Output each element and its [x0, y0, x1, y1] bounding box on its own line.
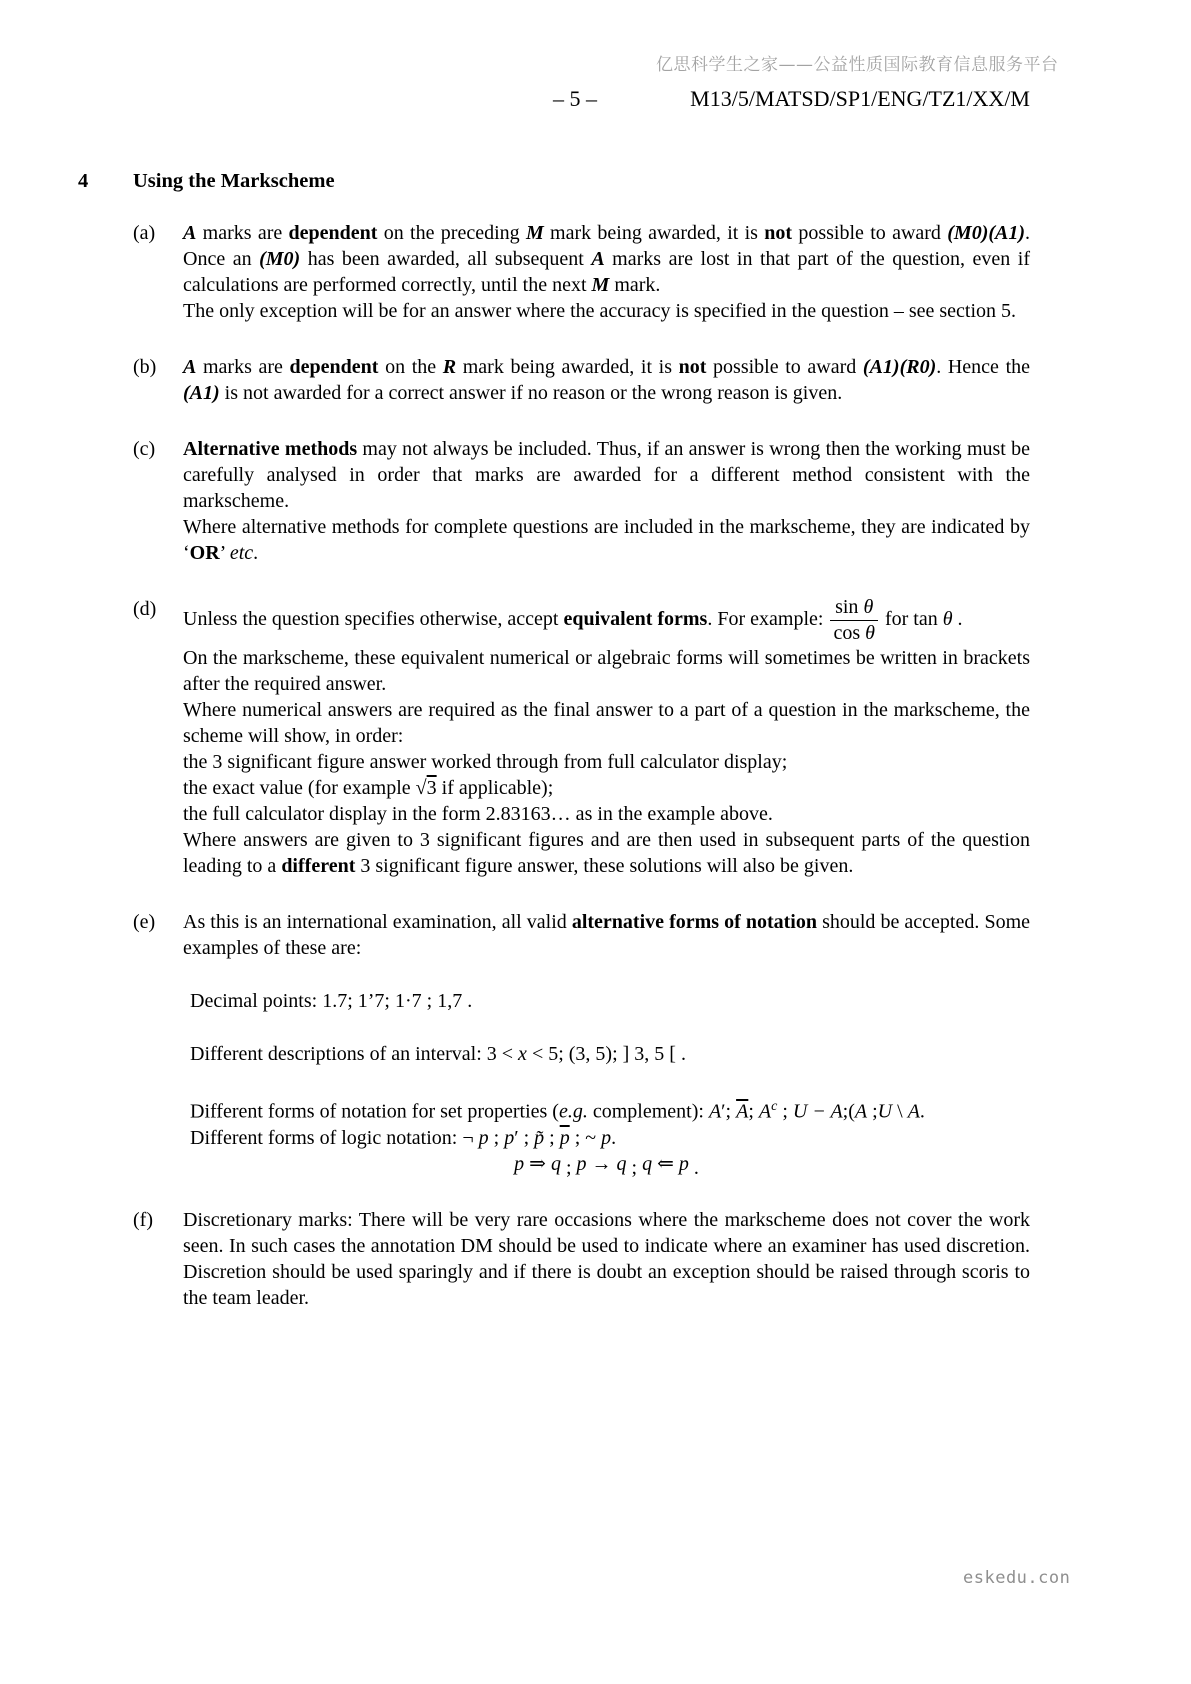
- footer-site-label: eskedu.con: [963, 1568, 1071, 1588]
- item-label: (e): [133, 911, 156, 933]
- paragraph: the exact value (for example √3 if applicable);: [183, 777, 554, 799]
- paragraph: A marks are dependent on the R mark being awarded, it is not possible to award (A1)(R0). Hence the (A1) is not awarded for a correct answer if no reason or the wrong reason is given.: [183, 356, 1031, 404]
- item-body: [183, 436, 1030, 566]
- paragraph: Where numerical answers are required as the final answer to a part of a question in the markscheme, the scheme will show, in order:: [183, 699, 1030, 747]
- item-label: (c): [133, 438, 156, 460]
- paragraph: The only exception will be for an answer where the accuracy is specified in the question – see section 5.: [183, 300, 1017, 322]
- paragraph: Where alternative methods for complete questions are included in the markscheme, they are indicated by ‘OR’ etc.: [183, 516, 1030, 564]
- paragraph: A marks are dependent on the preceding M mark being awarded, it is not possible to award (M0)(A1). Once an (M0) has been awarded, all subsequent A marks are lost in that part of the question, even if calculations are performed correctly, until the next M mark.: [183, 222, 1031, 296]
- section-title: Using the Markscheme: [133, 170, 335, 192]
- item-body: [183, 596, 1030, 879]
- item-label: (f): [133, 1208, 153, 1231]
- item-body: [183, 220, 1030, 324]
- paragraph: Alternative methods may not always be included. Thus, if an answer is wrong then the working must be carefully analysed in order that marks are awarded for a different method consistent with the markscheme.: [183, 438, 1030, 512]
- item-label: (a): [133, 222, 156, 244]
- item-f: [78, 1207, 1030, 1311]
- markscheme-section: [78, 168, 1030, 1311]
- watermark-text: 亿思科学生之家——公益性质国际教育信息服务平台: [656, 55, 1059, 75]
- item-label: (d): [133, 598, 157, 620]
- item-b: [78, 354, 1030, 406]
- paragraph-interval-notation: Different descriptions of an interval: 3 < x < 5; (3, 5); ] 3, 5 [ .: [190, 1043, 686, 1065]
- section-number: 4: [78, 170, 89, 192]
- item-body: [183, 909, 1030, 1180]
- document-code: M13/5/MATSD/SP1/ENG/TZ1/XX/M: [690, 86, 1030, 111]
- item-e: [78, 909, 1030, 1180]
- paragraph-implication-notation: p ⇒ q ; p → q ; q ⇐ p .: [514, 1152, 699, 1180]
- paragraph-set-notation: Different forms of notation for set properties (e.g. complement): A′; $\overline{A}$; $A^c$ ; U − A;(A ;U \ A.: [190, 1099, 925, 1123]
- paragraph: the full calculator display in the form 2.83163… as in the example above.: [183, 803, 773, 825]
- item-label: (b): [133, 356, 157, 378]
- paragraph: the 3 significant figure answer worked through from full calculator display;: [183, 751, 788, 773]
- item-body: [183, 354, 1030, 406]
- paragraph: On the markscheme, these equivalent numerical or algebraic forms will sometimes be written in brackets after the required answer.: [183, 647, 1030, 695]
- paragraph: Unless the question specifies otherwise, accept equivalent forms. For example: $\frac{\text{sin θ}}{\text{cos θ}}$ for tan θ .: [183, 596, 963, 644]
- paragraph: Where answers are given to 3 significant figures and are then used in subsequent parts of the question leading to a different 3 significant figure answer, these solutions will also be given.: [183, 829, 1030, 877]
- item-body: [183, 1207, 1030, 1311]
- paragraph-logic-notation: Different forms of logic notation: ¬ p ; p′ ; p̃ ; $\overline{p}$ ; ~ p.: [190, 1126, 617, 1149]
- item-d: [78, 596, 1030, 879]
- item-c: [78, 436, 1030, 566]
- item-a: [78, 220, 1030, 324]
- page-number: – 5 –: [553, 86, 597, 111]
- paragraph: As this is an international examination, all valid alternative forms of notation should be accepted. Some examples of these are:: [183, 911, 1030, 959]
- paragraph-decimal-points: Decimal points: 1.7; 1’7; 1·7 ; 1,7 .: [190, 990, 473, 1012]
- section-heading: [78, 168, 1030, 194]
- paragraph: Discretionary marks: There will be very rare occasions where the markscheme does not cover the work seen. In such cases the annotation DM should be used to indicate where an examiner has used discretion. Discretion should be used sparingly and if there is doubt an exception should be raised through scoris to the team leader.: [183, 1208, 1030, 1309]
